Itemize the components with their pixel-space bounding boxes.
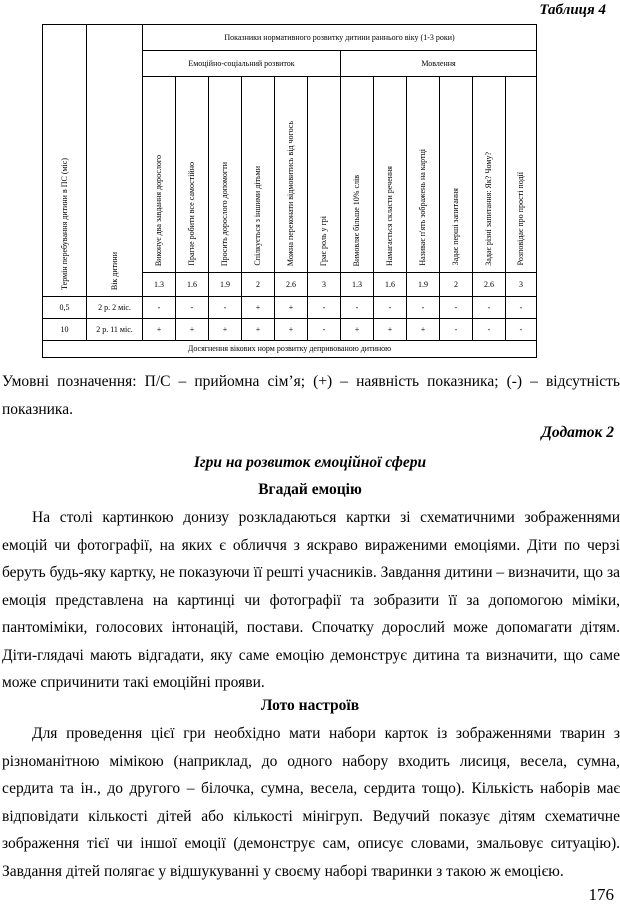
- norm-age-cell: 1.6: [176, 273, 209, 297]
- norm-age-cell: 2.6: [275, 273, 308, 297]
- mark-cell: -: [407, 297, 440, 319]
- mark-cell: +: [209, 319, 242, 341]
- indicator-header: Називає п'ять зображень на картці: [407, 77, 440, 273]
- mark-cell: -: [176, 297, 209, 319]
- indicator-header: Прагне робити все самостійно: [176, 77, 209, 273]
- game2-text: Для проведення цієї гри необхідно мати набори карток із зображеннями тварин з різноманітною мімікою (наприклад, до одного набору входить лисиця, весела, сумна, сердита та ін., до другого – білочка, сумна, весела, сердита тощо). Кількість наборів має відповідати кількості дітей або кількості мінігруп. Ведучий показує дітям схематичне зображення тієї чи іншої емоції (демонструє сам, описує словами, змальовує ситуацію). Завдання дітей полягає у відшукуванні у своєму наборі тваринки з такою ж емоцією.: [2, 725, 620, 880]
- mark-cell: -: [440, 297, 473, 319]
- game1-title: Вгадай емоцію: [258, 481, 362, 498]
- data-rows: [43, 297, 537, 341]
- age-cell: 2 р. 2 міс.: [87, 297, 143, 319]
- mark-cell: -: [473, 297, 506, 319]
- table-footer: Досягнення вікових норм розвитку депривованою дитиною: [43, 341, 537, 358]
- mark-cell: +: [341, 319, 374, 341]
- mark-cell: +: [374, 319, 407, 341]
- indicator-header: Вимовляє більше 10% слів: [341, 77, 374, 273]
- norm-age-cell: 1.9: [209, 273, 242, 297]
- norm-age-cell: 3: [308, 273, 341, 297]
- page-number: 176: [588, 885, 614, 904]
- game1-text: На столі картинкою донизу розкладаються картки зі схематичними зображеннями емоцій чи фотографії, на яких є обличчя з яскраво вираженими емоціями. Діти по черзі беруть будь-яку картку, не показуючи її решті учасників. Завдання дитини – визначити, що за емоція представлена на картинці чи фотографії та зобразити її за допомогою міміки, пантоміміки, голосових інтонацій, постави. Спочатку дорослий може допомагати дітям. Діти-глядачі мають відгадати, яку саме емоцію демонструє дитина та визначити, що саме може спричинити такі емоційні прояви.: [2, 509, 620, 691]
- appendix-label: Додаток 2: [541, 424, 614, 441]
- norm-age-cell: 1.3: [143, 273, 176, 297]
- norm-age-cell: 1.9: [407, 273, 440, 297]
- header-age: Вік дитини: [87, 25, 143, 297]
- mark-cell: +: [242, 297, 275, 319]
- mark-cell: -: [209, 297, 242, 319]
- mark-cell: +: [275, 297, 308, 319]
- indicator-header: Можна переконати відмовитись від чогось: [275, 77, 308, 273]
- mark-cell: -: [374, 297, 407, 319]
- indicator-header: Розповідає про прості події: [506, 77, 537, 273]
- term-cell: 0,5: [43, 297, 87, 319]
- age-cell: 2 р. 11 міс.: [87, 319, 143, 341]
- norm-age-cell: 2: [440, 273, 473, 297]
- header-term: Термін перебування дитини в ПС (міс): [43, 25, 87, 297]
- mark-cell: -: [473, 319, 506, 341]
- indicator-header: Спілкується з іншими дітьми: [242, 77, 275, 273]
- term-cell: 10: [43, 319, 87, 341]
- norm-age-cell: 3: [506, 273, 537, 297]
- indicator-header: Задає перші запитання: [440, 77, 473, 273]
- mark-cell: +: [275, 319, 308, 341]
- norm-age-cell: 1.6: [374, 273, 407, 297]
- mark-cell: -: [506, 319, 537, 341]
- mark-cell: +: [143, 319, 176, 341]
- indicators-table: [42, 24, 537, 358]
- norm-age-cell: 2: [242, 273, 275, 297]
- mark-cell: -: [341, 297, 374, 319]
- table-row: [43, 297, 537, 319]
- mark-cell: -: [440, 319, 473, 341]
- table-caption: Таблиця 4: [539, 2, 606, 18]
- mark-cell: -: [506, 297, 537, 319]
- indicator-header: Просить дорослого допомогти: [209, 77, 242, 273]
- mark-cell: +: [242, 319, 275, 341]
- section-title: Ігри на розвиток емоційної сфери: [193, 454, 427, 471]
- table-body: [43, 25, 537, 297]
- norm-age-cell: 2.6: [473, 273, 506, 297]
- indicator-header: Задає різні запитання: Як? Чому?: [473, 77, 506, 273]
- mark-cell: -: [143, 297, 176, 319]
- mark-cell: -: [308, 319, 341, 341]
- indicator-header: Намагається скласти речення: [374, 77, 407, 273]
- legend-text: Умовні позначення: П/С – прийомна сім’я; (+) – наявність показника; (-) – відсутність показника.: [2, 373, 620, 418]
- mark-cell: +: [176, 319, 209, 341]
- header-emotional-group: Емоційно-соціальний розвиток: [143, 51, 341, 77]
- norm-age-cell: 1.3: [341, 273, 374, 297]
- game2-title: Лото настроїв: [260, 697, 360, 714]
- mark-cell: +: [407, 319, 440, 341]
- header-speech-group: Мовлення: [341, 51, 537, 77]
- header-main: Показники нормативного розвитку дитини раннього віку (1-3 роки): [143, 25, 537, 51]
- mark-cell: -: [308, 297, 341, 319]
- table-row: [43, 319, 537, 341]
- indicator-header: Грає роль у грі: [308, 77, 341, 273]
- indicator-header: Виконує два завдання дорослого: [143, 77, 176, 273]
